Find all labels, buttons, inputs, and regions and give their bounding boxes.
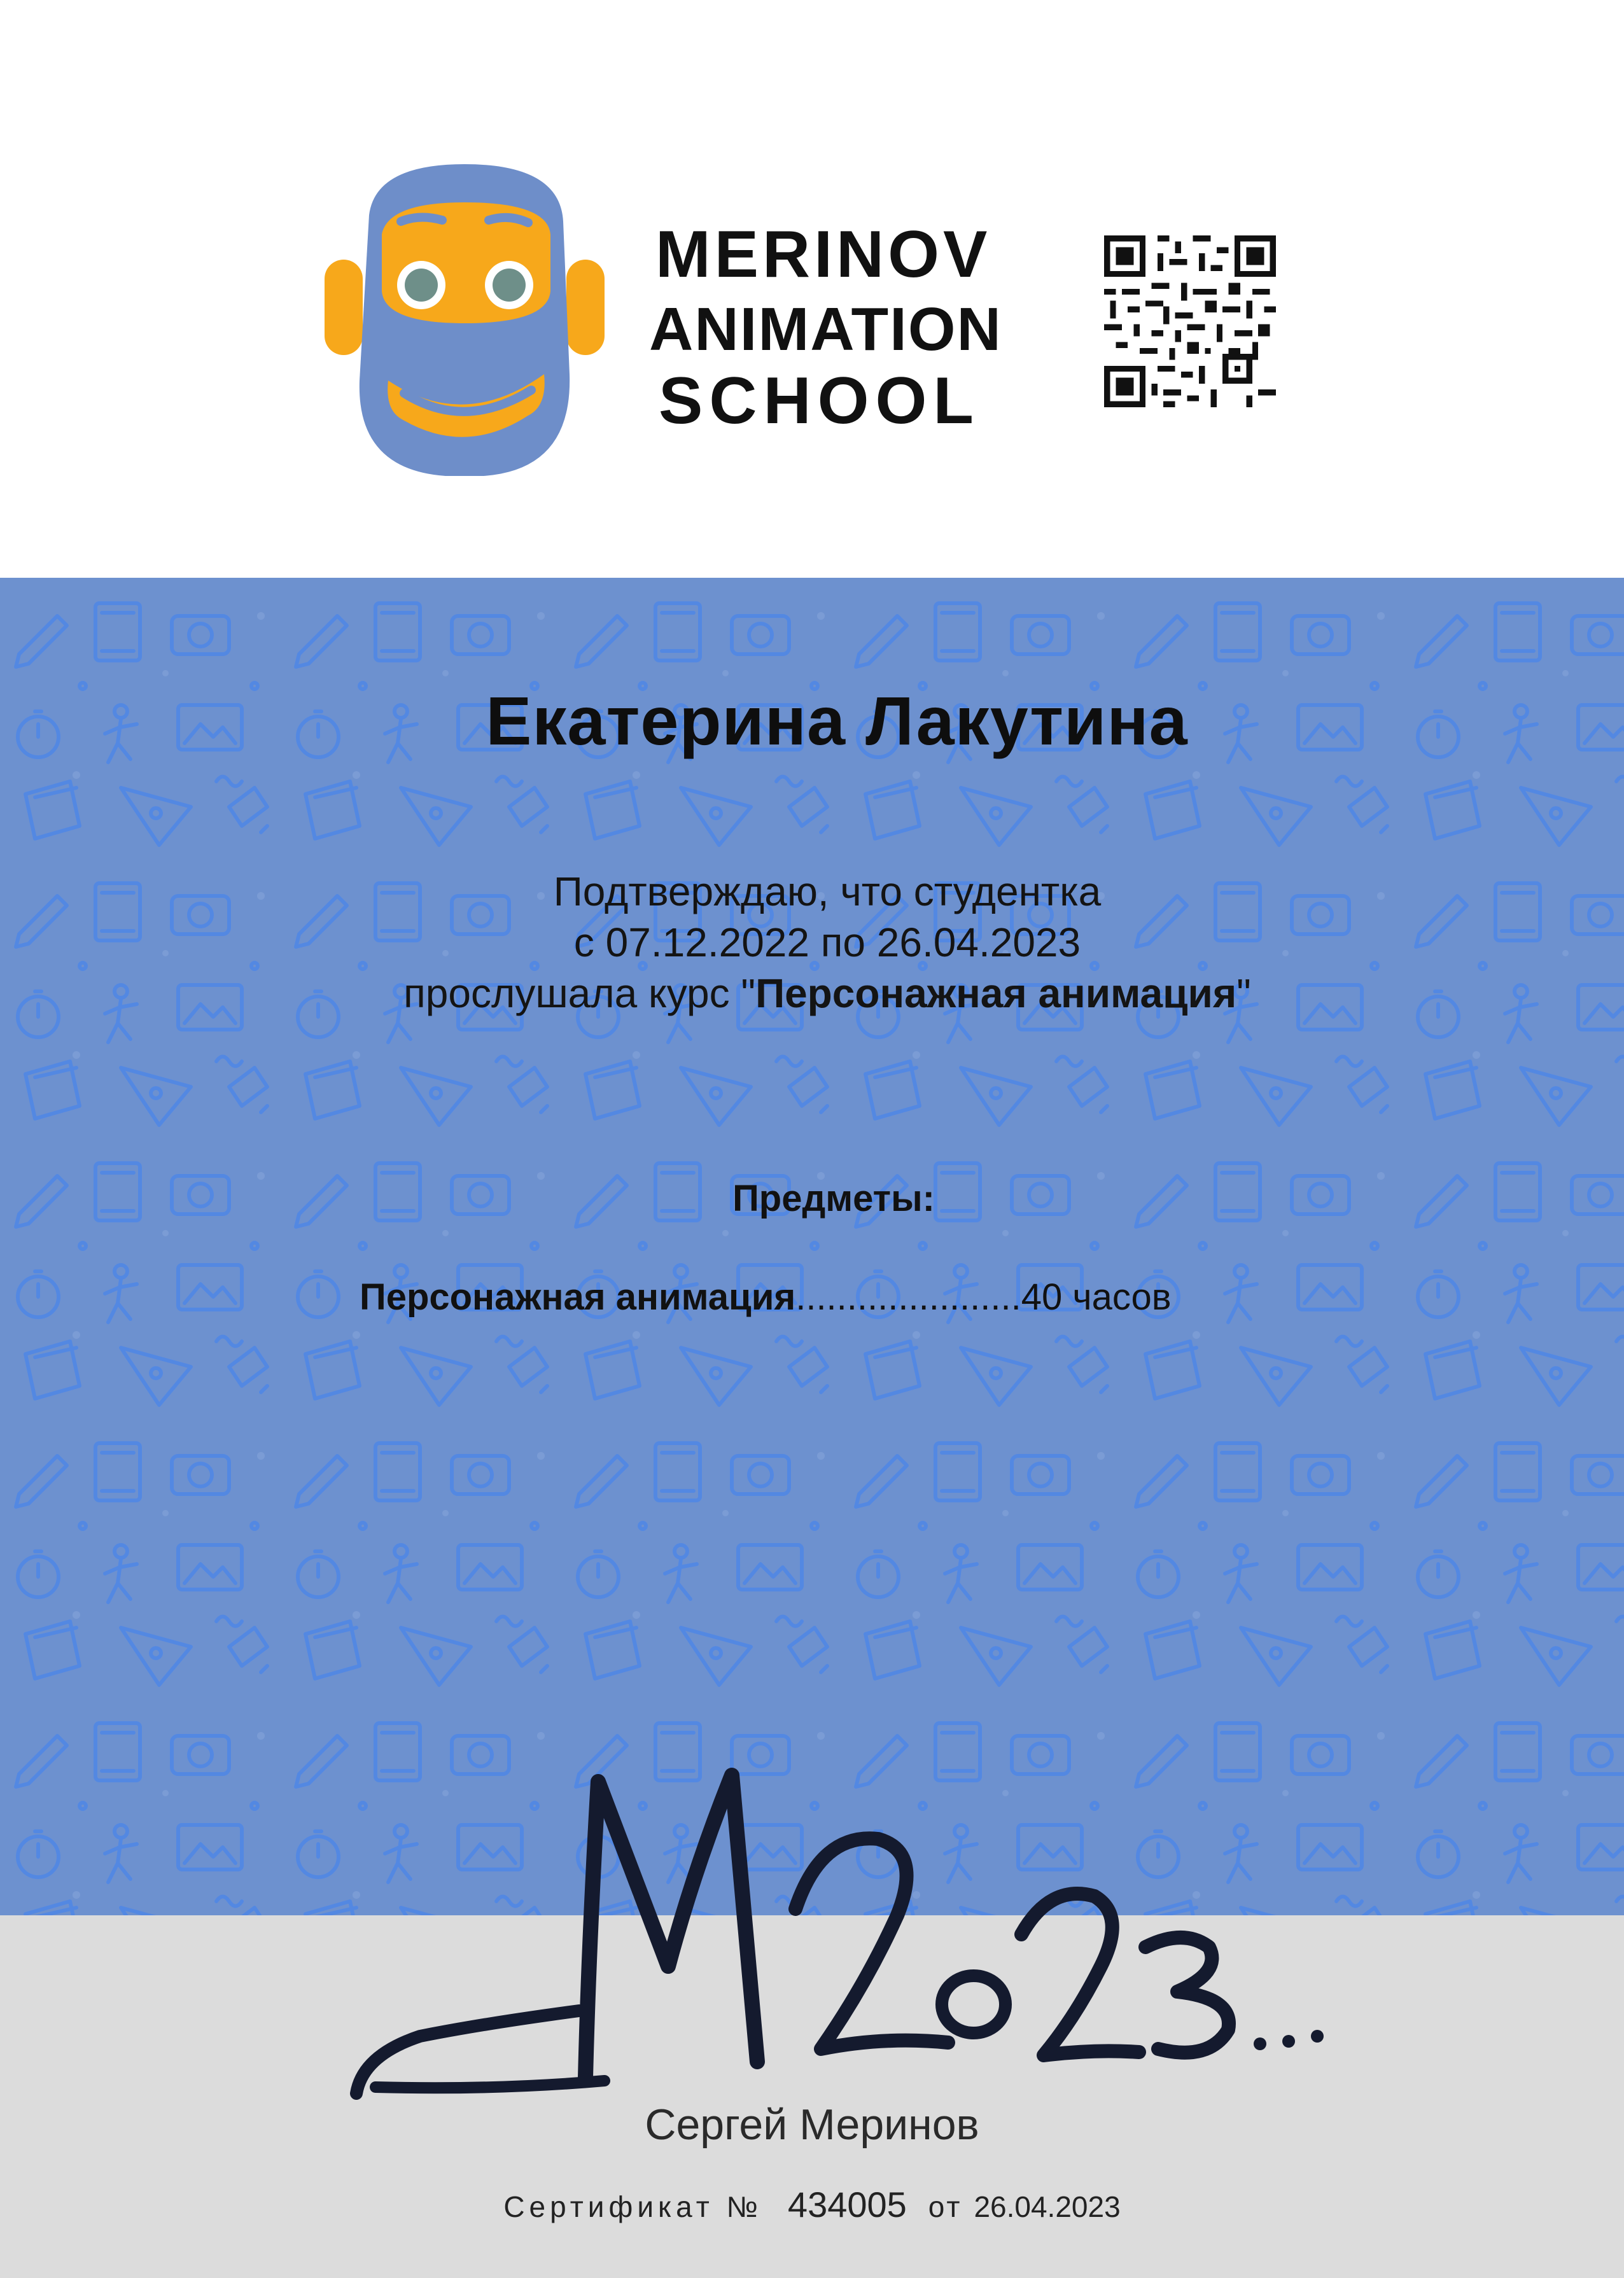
signer-name: Сергей Меринов [645, 2100, 979, 2149]
issue-date: 26.04.2023 [974, 2190, 1121, 2223]
course-quote-open: " [741, 970, 756, 1016]
certificate-number-line [0, 2184, 1624, 2225]
svg-text:SCHOOL: SCHOOL [659, 364, 980, 438]
handwritten-signature-icon [337, 1756, 1330, 2113]
subject-name: Персонажная анимация [360, 1276, 796, 1318]
confirm-line-1: Подтверждаю, что студентка [553, 869, 1102, 914]
subject-hours: 40 часов [1021, 1276, 1172, 1318]
course-line [0, 968, 1624, 1018]
course-quote-close: " [1236, 970, 1251, 1016]
student-name: Екатерина Лакутина [486, 682, 1188, 759]
svg-text:MERINOV: MERINOV [655, 218, 991, 291]
course-dates: с 07.12.2022 по 26.04.2023 [573, 919, 1081, 965]
mascot-logo-icon [325, 164, 605, 482]
certificate-header [0, 0, 1624, 578]
certificate-number: 434005 [787, 2184, 907, 2225]
course-line-prefix: прослушала курс [403, 970, 741, 1016]
course-name: Персонажная анимация [755, 970, 1237, 1016]
subjects-heading: Предметы: [732, 1178, 935, 1219]
decorative-pattern-background [0, 578, 1624, 1915]
school-logo-wordmark [643, 213, 999, 442]
subject-leader-dots: ...................... [795, 1276, 1021, 1318]
svg-text:ANIMATION: ANIMATION [649, 295, 999, 363]
date-label: от [928, 2190, 963, 2223]
subject-row [360, 1276, 1378, 1318]
animation-tools-pattern-icon [0, 578, 1624, 1915]
certificate-label: Сертификат № [503, 2190, 762, 2223]
qr-code-icon[interactable] [1104, 235, 1276, 407]
